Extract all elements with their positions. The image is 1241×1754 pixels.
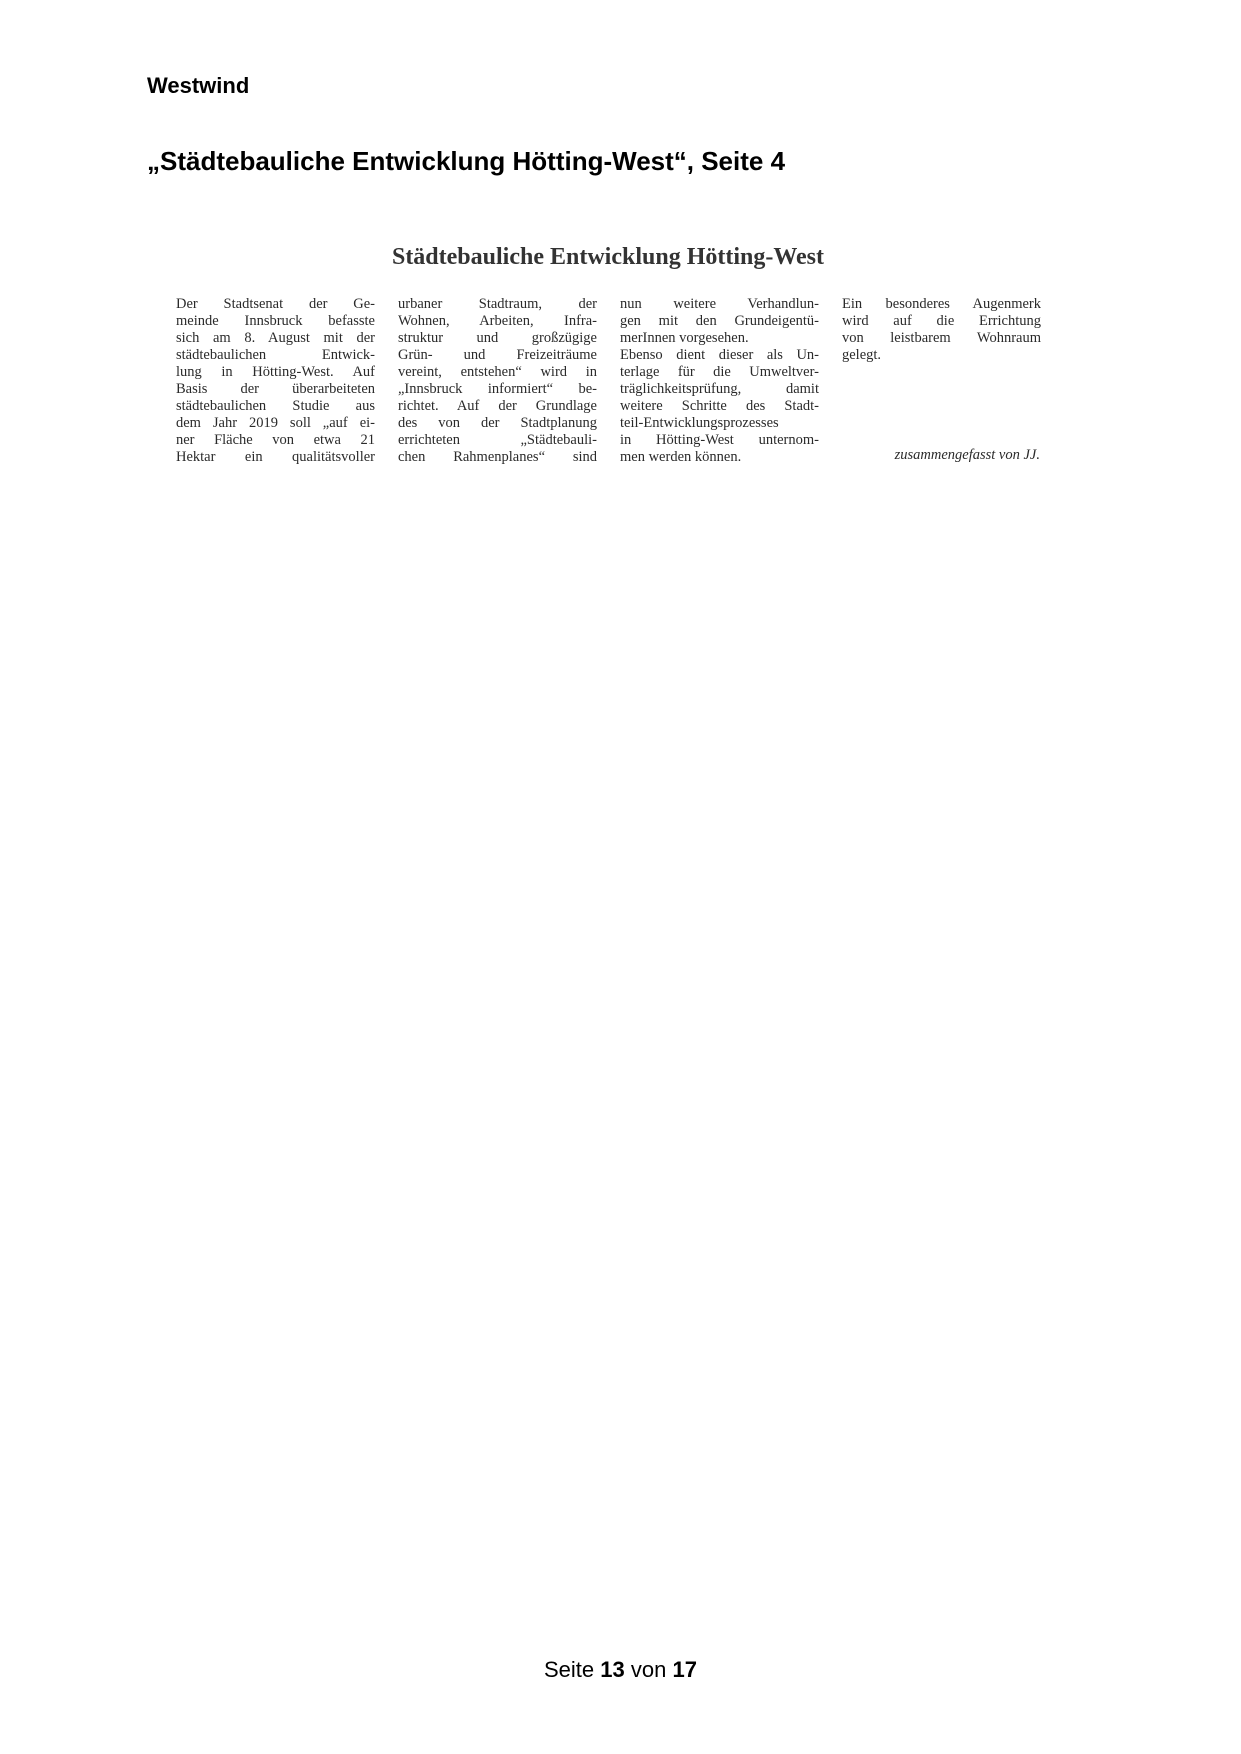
article-column-3 (620, 296, 819, 466)
column-line: nun weitere Verhandlun- (620, 296, 819, 312)
current-page-number: 13 (600, 1657, 625, 1682)
column-line: gen mit den Grundeigentü- (620, 313, 819, 329)
column-line: „Innsbruck informiert“ be- (398, 381, 597, 397)
column-line: teil-Entwicklungsprozesses (620, 415, 779, 431)
column-line: struktur und großzügige (398, 330, 597, 346)
newspaper-clipping (176, 244, 1040, 472)
column-line: weitere Schritte des Stadt- (620, 398, 819, 414)
article-column-4 (842, 296, 1041, 364)
column-line: richtet. Auf der Grundlage (398, 398, 597, 414)
article-column-1 (176, 296, 375, 466)
column-line: Der Stadtsenat der Ge- (176, 296, 375, 312)
column-line: Grün- und Freizeiträume (398, 347, 597, 363)
column-line: men werden können. (620, 449, 742, 465)
column-line: errichteten „Städtebauli- (398, 432, 597, 448)
column-line: meinde Innsbruck befasste (176, 313, 375, 329)
column-line: Basis der überarbeiteten (176, 381, 375, 397)
column-line: wird auf die Errichtung (842, 313, 1041, 329)
column-line: merInnen vorgesehen. (620, 330, 749, 346)
column-line: ner Fläche von etwa 21 (176, 432, 375, 448)
column-line: urbaner Stadtraum, der (398, 296, 597, 312)
article-column-2 (398, 296, 597, 466)
column-line: terlage für die Umweltver- (620, 364, 819, 380)
column-line: des von der Stadtplanung (398, 415, 597, 431)
column-line: Ebenso dient dieser als Un- (620, 347, 819, 363)
column-line: von leistbarem Wohnraum (842, 330, 1041, 346)
column-line: städtebaulichen Entwick- (176, 347, 375, 363)
column-line: Wohnen, Arbeiten, Infra- (398, 313, 597, 329)
column-line: Ein besonderes Augenmerk (842, 296, 1041, 312)
footer-prefix: Seite (544, 1657, 595, 1682)
footer-middle: von (630, 1657, 667, 1682)
publication-name: Westwind (147, 73, 250, 98)
column-line: vereint, entstehen“ wird in (398, 364, 597, 380)
column-line: dem Jahr 2019 soll „auf ei- (176, 415, 375, 431)
byline: zusammengefasst von JJ. (894, 447, 1040, 463)
column-line: sich am 8. August mit der (176, 330, 375, 346)
column-line: lung in Hötting-West. Auf (176, 364, 375, 380)
column-line: in Hötting-West unternom- (620, 432, 819, 448)
column-line: Hektar ein qualitätsvoller (176, 449, 375, 465)
column-line: gelegt. (842, 347, 882, 363)
column-line: städtebaulichen Studie aus (176, 398, 375, 414)
total-page-count: 17 (672, 1657, 697, 1682)
document-title: „Städtebauliche Entwicklung Hötting-West“, Seite 4 (147, 146, 786, 176)
column-line: chen Rahmenplanes“ sind (398, 449, 597, 465)
clipping-headline: Städtebauliche Entwicklung Hötting-West (391, 244, 825, 270)
page-footer (0, 1657, 1241, 1683)
column-line: träglichkeitsprüfung, damit (620, 381, 819, 397)
